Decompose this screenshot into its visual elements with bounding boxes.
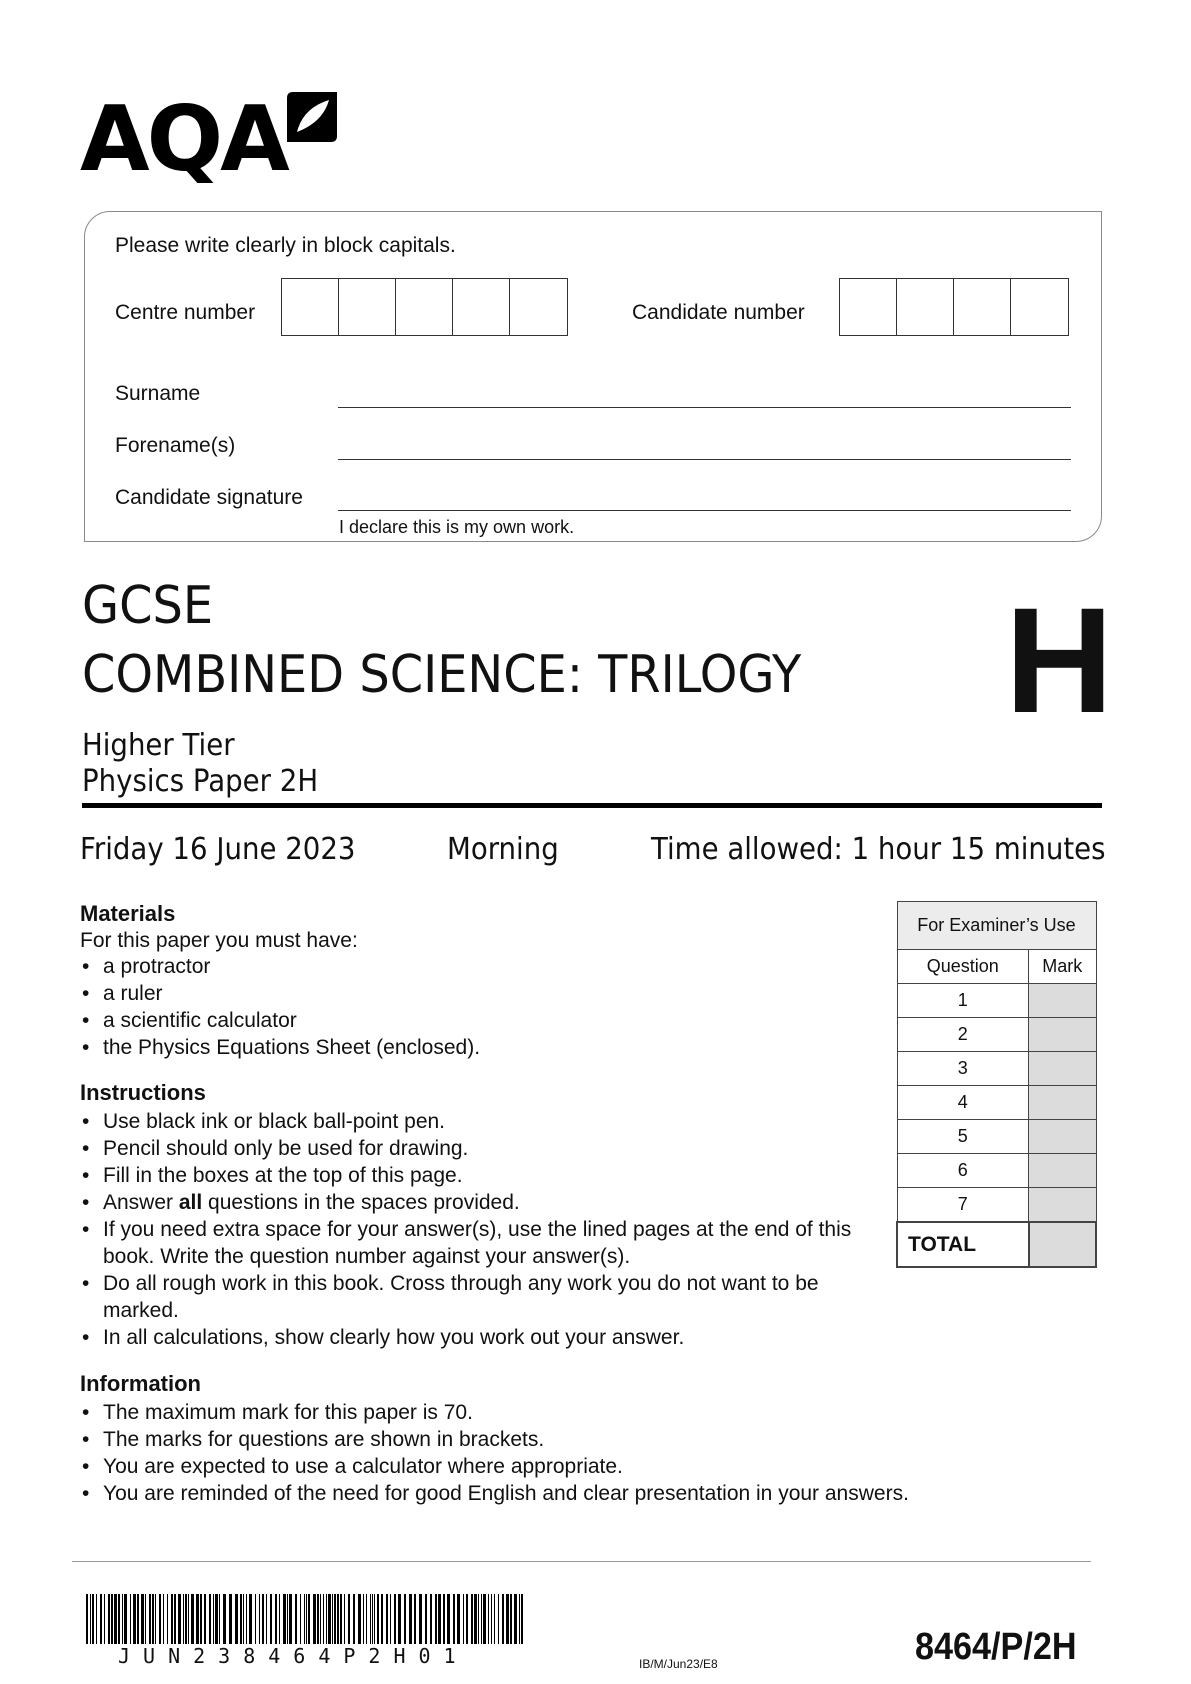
centre-number-digit-box[interactable] bbox=[453, 279, 510, 335]
information-heading: Information bbox=[80, 1371, 201, 1396]
candidate-number-digit-box[interactable] bbox=[840, 279, 897, 335]
instructions-item: • If you need extra space for your answer(s), use the lined pages at the end of this book. Write the question number against your answer(s). bbox=[80, 1216, 880, 1270]
examiner-table-title: For Examiner’s Use bbox=[897, 902, 1096, 950]
tier-name: Higher Tier bbox=[82, 728, 235, 763]
materials-item: • a scientific calculator bbox=[80, 1007, 880, 1034]
exam-date: Friday 16 June 2023 bbox=[80, 832, 356, 867]
materials-section bbox=[80, 901, 880, 1061]
candidate-number-boxes bbox=[839, 278, 1069, 336]
centre-number-digit-box[interactable] bbox=[510, 279, 567, 335]
exam-session: Morning bbox=[447, 832, 559, 867]
footer-divider bbox=[72, 1561, 1091, 1562]
subject-title: COMBINED SCIENCE: TRILOGY bbox=[82, 645, 802, 705]
question-number: 3 bbox=[897, 1052, 1029, 1086]
title-divider bbox=[82, 803, 1102, 808]
forename-line[interactable] bbox=[338, 459, 1071, 460]
forename-label: Forename(s) bbox=[115, 434, 236, 457]
paper-name: Physics Paper 2H bbox=[82, 764, 319, 799]
question-number: 1 bbox=[897, 984, 1029, 1018]
instructions-item: • Use black ink or black ball-point pen. bbox=[80, 1108, 880, 1135]
candidate-number-label: Candidate number bbox=[632, 301, 805, 324]
information-item: • The maximum mark for this paper is 70. bbox=[80, 1399, 980, 1426]
signature-line[interactable] bbox=[338, 510, 1071, 511]
instructions-text: questions in the spaces provided. bbox=[202, 1191, 520, 1214]
mark-cell[interactable] bbox=[1029, 1018, 1096, 1052]
information-section bbox=[80, 1371, 980, 1507]
mark-cell[interactable] bbox=[1029, 1086, 1096, 1120]
materials-heading: Materials bbox=[80, 901, 176, 926]
centre-number-label: Centre number bbox=[115, 301, 256, 324]
information-item: • The marks for questions are shown in brackets. bbox=[80, 1426, 980, 1453]
materials-intro: For this paper you must have: bbox=[80, 929, 358, 952]
question-number: 4 bbox=[897, 1086, 1029, 1120]
centre-number-digit-box[interactable] bbox=[282, 279, 339, 335]
paper-code: 8464/P/2H bbox=[914, 1626, 1077, 1668]
instructions-item: • Fill in the boxes at the top of this page. bbox=[80, 1162, 880, 1189]
instructions-item: • Do all rough work in this book. Cross through any work you do not want to be marked. bbox=[80, 1270, 880, 1324]
mark-cell[interactable] bbox=[1029, 1052, 1096, 1086]
centre-number-boxes bbox=[281, 278, 568, 336]
qualification-title: GCSE bbox=[82, 576, 214, 636]
surname-label: Surname bbox=[115, 382, 201, 405]
tier-letter: H bbox=[1005, 576, 1114, 744]
materials-item: • a ruler bbox=[80, 980, 880, 1007]
total-mark-cell[interactable] bbox=[1029, 1222, 1096, 1267]
total-label: TOTAL bbox=[897, 1222, 1029, 1267]
document-reference: IB/M/Jun23/E8 bbox=[639, 1657, 718, 1671]
signature-label: Candidate signature bbox=[115, 486, 303, 509]
barcode-icon bbox=[86, 1594, 524, 1644]
mark-cell[interactable] bbox=[1029, 1154, 1096, 1188]
instructions-emphasis: all bbox=[178, 1191, 203, 1214]
barcode-text: JUN238464P2H01 bbox=[118, 1644, 469, 1668]
aqa-logo-text: AQA bbox=[80, 87, 287, 192]
centre-number-digit-box[interactable] bbox=[339, 279, 396, 335]
centre-number-digit-box[interactable] bbox=[396, 279, 453, 335]
question-column-header: Question bbox=[897, 950, 1029, 984]
question-number: 2 bbox=[897, 1018, 1029, 1052]
question-number: 7 bbox=[897, 1188, 1029, 1223]
information-item: • You are reminded of the need for good English and clear presentation in your answers. bbox=[80, 1480, 980, 1507]
instructions-item bbox=[80, 1189, 880, 1216]
information-item: • You are expected to use a calculator where appropriate. bbox=[80, 1453, 980, 1480]
candidate-number-digit-box[interactable] bbox=[954, 279, 1011, 335]
candidate-number-digit-box[interactable] bbox=[1011, 279, 1068, 335]
mark-cell[interactable] bbox=[1029, 984, 1096, 1018]
instructions-text: Answer bbox=[103, 1191, 179, 1214]
instructions-section bbox=[80, 1080, 880, 1351]
declaration-text: I declare this is my own work. bbox=[339, 517, 575, 537]
instructions-item: • Pencil should only be used for drawing. bbox=[80, 1135, 880, 1162]
mark-cell[interactable] bbox=[1029, 1188, 1096, 1223]
mark-column-header: Mark bbox=[1029, 950, 1096, 984]
instructions-item: • In all calculations, show clearly how you work out your answer. bbox=[80, 1324, 880, 1351]
materials-item: • the Physics Equations Sheet (enclosed). bbox=[80, 1034, 880, 1061]
instructions-heading: Instructions bbox=[80, 1080, 206, 1105]
surname-line[interactable] bbox=[338, 407, 1071, 408]
question-number: 5 bbox=[897, 1120, 1029, 1154]
block-capitals-instruction: Please write clearly in block capitals. bbox=[115, 234, 456, 257]
examiner-use-table bbox=[896, 901, 1097, 1268]
candidate-number-digit-box[interactable] bbox=[897, 279, 954, 335]
aqa-leaf-icon bbox=[283, 88, 341, 146]
question-number: 6 bbox=[897, 1154, 1029, 1188]
mark-cell[interactable] bbox=[1029, 1120, 1096, 1154]
time-allowed: Time allowed: 1 hour 15 minutes bbox=[651, 832, 1106, 867]
materials-item: • a protractor bbox=[80, 953, 880, 980]
